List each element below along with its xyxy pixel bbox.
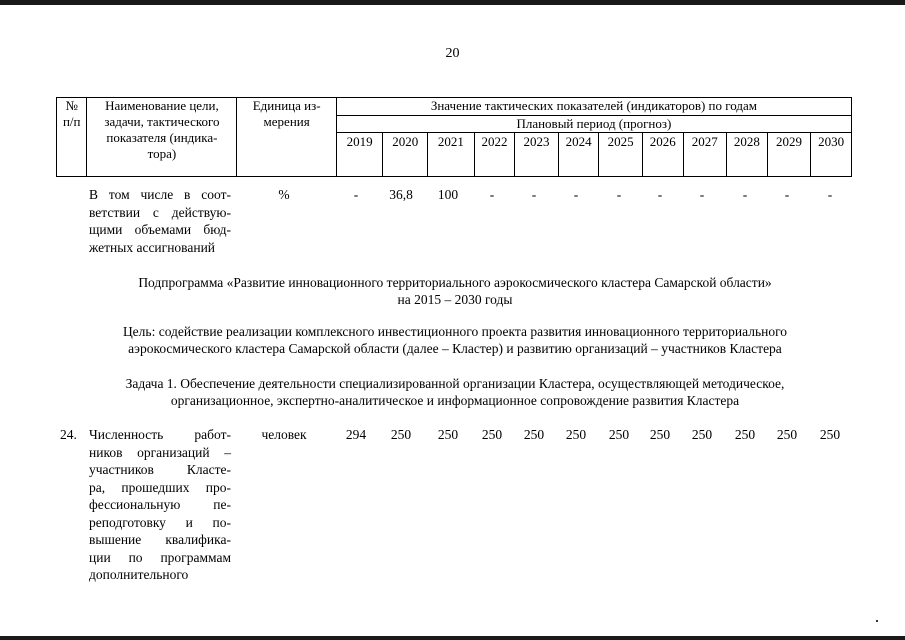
row-24-value-4: 250 xyxy=(523,427,545,442)
row-prev-name: В том числе в соот- ветствии с действую- щими объемами бюд- жетных ассигнований xyxy=(89,187,231,255)
row-24-unit: человек xyxy=(261,427,307,442)
row-prev-value-2: 100 xyxy=(437,187,459,202)
header-name-column: Наименование цели, задачи, тактического показателя (индика- тора) xyxy=(87,98,237,177)
row-prev-value-7: - xyxy=(657,187,663,202)
header-planned-period: Плановый период (прогноз) xyxy=(336,116,851,133)
row-24-value-11: 250 xyxy=(819,427,841,442)
row-24-value-5: 250 xyxy=(565,427,587,442)
bottom-border xyxy=(0,636,905,640)
row-24-value-2: 250 xyxy=(437,427,459,442)
header-values: Значение тактических показателей (индикаторов) по годам xyxy=(336,98,851,116)
header-year-3: 2022 xyxy=(474,133,515,177)
task-heading: Задача 1. Обеспечение деятельности специализированной организации Кластера, осуществляющей методическое, организационное, экспертно-аналитическое и информационное сопровождение развития Кластера xyxy=(125,376,785,408)
row-24-number: 24. xyxy=(60,427,77,442)
row-prev-value-4: - xyxy=(531,187,537,202)
row-prev-value-1: 36,8 xyxy=(389,187,413,202)
header-unit-column: Единица из- мерения xyxy=(237,98,336,177)
row-24-value-6: 250 xyxy=(608,427,630,442)
row-prev-value-9: - xyxy=(742,187,748,202)
row-prev-value-8: - xyxy=(699,187,705,202)
row-prev-unit: % xyxy=(278,187,290,202)
scan-mark xyxy=(876,620,878,622)
header-year-10: 2029 xyxy=(767,133,811,177)
row-prev-value-6: - xyxy=(616,187,622,202)
row-24-value-9: 250 xyxy=(734,427,756,442)
header-year-0: 2019 xyxy=(336,133,383,177)
header-year-4: 2023 xyxy=(515,133,559,177)
row-prev-value-11: - xyxy=(827,187,833,202)
header-year-7: 2026 xyxy=(642,133,683,177)
row-prev-value-5: - xyxy=(573,187,579,202)
page-number: 20 xyxy=(445,46,460,61)
top-border xyxy=(0,0,905,5)
header-year-1: 2020 xyxy=(383,133,428,177)
table-header xyxy=(56,97,852,177)
row-prev-value-10: - xyxy=(784,187,790,202)
header-year-11: 2030 xyxy=(811,133,852,177)
row-24-name: Численность работ- ников организаций – участников Класте- ра, прошедших про- фессиональную пе- реподготовку и по- вышение квалифика- ции по программам дополнительного xyxy=(89,427,231,582)
header-year-2: 2021 xyxy=(428,133,475,177)
row-prev-value-0: - xyxy=(353,187,359,202)
row-prev-value-3: - xyxy=(489,187,495,202)
row-24-value-8: 250 xyxy=(691,427,713,442)
row-24-value-10: 250 xyxy=(776,427,798,442)
header-year-6: 2025 xyxy=(599,133,643,177)
subprogram-heading: Подпрограмма «Развитие инновационного территориального аэрокосмического кластера Самарской области» на 2015 – 2030 годы xyxy=(138,275,772,307)
goal-heading: Цель: содействие реализации комплексного инвестиционного проекта развития инновационного территориального аэрокосмического кластера Самарской области (далее – Кластер) и развитию организаций – участников Кластера xyxy=(122,324,788,356)
row-24-value-0: 294 xyxy=(345,427,367,442)
header-number-column: № п/п xyxy=(57,98,87,177)
header-year-5: 2024 xyxy=(558,133,599,177)
row-24-value-7: 250 xyxy=(649,427,671,442)
header-year-8: 2027 xyxy=(683,133,727,177)
row-24-value-3: 250 xyxy=(481,427,503,442)
header-year-9: 2028 xyxy=(727,133,768,177)
row-24-value-1: 250 xyxy=(390,427,412,442)
